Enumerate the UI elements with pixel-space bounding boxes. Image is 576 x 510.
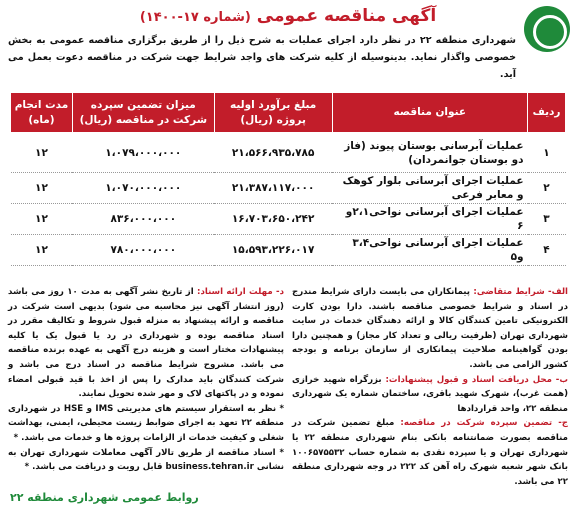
notice-title	[0, 6, 576, 26]
section-b-text: بزرگراه شهید خرازی (همت غرب)، شهرک شهید باقری، ساختمان شماره یک شهرداری منطقه ۲۲، واحد قراردادها	[292, 374, 568, 414]
footer-public-relations: روابط عمومی شهرداری منطقه ۲۲	[10, 491, 199, 504]
section-c-text: مبلغ تضمین شرکت در مناقصه بصورت ضمانتنامه بانکی بنام شهرداری منطقه ۲۲ یا شهرداری تهران و یا سپرده نقدی به شماره حساب ۱۰۰۶۵۷۵۵۳۲ بانک شهر شعبه شهرک راه آهن کد ۲۲۲ در وجه شهرداری منطقه ۲۲ می باشد.	[292, 418, 568, 487]
cell-duration: ۱۲	[11, 133, 73, 173]
section-c-title: ج- تضمین سپرده شرکت در مناقصه:	[400, 418, 568, 429]
col-title-header: عنوان مناقصه	[332, 93, 527, 133]
col-row-header: ردیف	[528, 93, 566, 133]
note-ims-hse: * نظر به استقرار سیستم های مدیریتی IMS و HSE در شهرداری منطقه ۲۲ تعهد به اجرای ضوابط زیست محیطی، ایمنی، بهداشت شغلی و کیفیت خدمات از الزامات پروژه ها و خدمات می باشد. *	[8, 403, 285, 443]
cell-row: ۲	[528, 173, 566, 204]
cell-row: ۴	[528, 235, 566, 266]
conditions-right-column	[292, 285, 568, 487]
cell-deposit: ۷۸۰،۰۰۰،۰۰۰	[72, 235, 214, 266]
table-row	[11, 235, 566, 266]
notice-intro: شهرداری منطقه ۲۲ در نظر دارد اجرای عملیات به شرح ذیل را از طریق برگزاری مناقصه عمومی به بخش خصوصی واگذار نماید. بدینوسیله از کلیه شرکت های واجد شرایط جهت شرکت در مناقصه دعوت بعمل می آید.	[8, 35, 516, 80]
notice-title-text: آگهی مناقصه عمومی	[256, 6, 437, 26]
section-d-text: از تاریخ نشر آگهی به مدت ۱۰ روز می باشد (روز انتشار آگهی نیز محاسبه می شود) بدیهی است شرکت در مناقصه و ارائه پیشنهاد به منزله قبول شروط و تکالیف مقرر در اسناد مناقصه بوده و شهرداری در رد یا قبول یک یا کلیه پیشنهادات مختار است و هزینه درج آگهی به عهده برنده مناقصه می باشد. مشروح شرایط مناقصه در اسناد درج می باشد و شرکت کنندگان باید مدارک را پس از اخذ با قید قبولی امضاء نموده و در پاکتهای لاک و مهر شده تحویل نمایند.	[8, 287, 284, 400]
cell-title: عملیات اجرای آبرسانی نواحی۲،۱و ۶	[332, 204, 527, 235]
col-duration-header: مدت انجام (ماه)	[11, 93, 73, 133]
table-row	[11, 173, 566, 204]
cell-deposit: ۱،۰۷۰،۰۰۰،۰۰۰	[72, 173, 214, 204]
cell-deposit: ۸۳۶،۰۰۰،۰۰۰	[72, 204, 214, 235]
section-d-title: د- مهلت ارائه اسناد:	[197, 287, 284, 297]
section-a-title: الف- شرایط متقاضی:	[473, 287, 568, 297]
cell-row: ۳	[528, 204, 566, 235]
table-row	[11, 204, 566, 235]
cell-row: ۱	[528, 133, 566, 173]
notice-header	[0, 0, 576, 90]
table-header-row	[11, 93, 566, 133]
cell-estimate: ۲۱،۵۶۶،۹۳۵،۷۸۵	[214, 133, 332, 173]
cell-title: عملیات اجرای آبرسانی نواحی۳،۴ و۵	[332, 235, 527, 266]
table-row	[11, 133, 566, 173]
section-b-title: ب- محل دریافت اسناد و قبول پیشنهادات:	[385, 374, 568, 385]
note-documents-portal: * اسناد مناقصه از طریق تالار آگهی معاملات شهرداری تهران به نشانی business.tehran.ir قابل رویت و دریافت می باشد. *	[8, 447, 284, 473]
cell-estimate: ۱۵،۵۹۳،۲۲۶،۰۱۷	[214, 235, 332, 266]
cell-deposit: ۱،۰۷۹،۰۰۰،۰۰۰	[72, 133, 214, 173]
cell-title: عملیات آبرسانی بوستان پیوند (فاز دو بوستان جوانمردان)	[332, 133, 527, 173]
section-a-text: پیمانکاران می بایست دارای شرایط مندرج در اسناد و شرایط خصوصی مناقصه باشند. دارا بودن کارت الکترونیکی تامین کنندگان کالا و ارائه دهندگان خدمات در سایت شهرداری تهران (ظرفیت ریالی و تعداد کار مجاز) و همچنین دارا بودن گواهینامه صلاحیت پیمانکاری از سازمان برنامه و بودجه کشور الزامی می باشد.	[292, 287, 568, 370]
cell-duration: ۱۲	[11, 204, 73, 235]
cell-estimate: ۱۶،۷۰۳،۶۵۰،۲۴۲	[214, 204, 332, 235]
cell-title: عملیات اجرای آبرسانی بلوار کوهک و معابر فرعی	[332, 173, 527, 204]
col-estimate-header: مبلغ برآورد اولیه پروژه (ریال)	[214, 93, 332, 133]
cell-estimate: ۲۱،۳۸۷،۱۱۷،۰۰۰	[214, 173, 332, 204]
tender-table	[10, 92, 566, 266]
col-deposit-header: میزان تضمین سپرده شرکت در مناقصه (ریال)	[72, 93, 214, 133]
notice-issue-number: (شماره ۱۷-۱۴۰۰)	[139, 10, 251, 25]
cell-duration: ۱۲	[11, 235, 73, 266]
conditions-area	[8, 285, 568, 487]
conditions-left-column	[8, 285, 284, 482]
cell-duration: ۱۲	[11, 173, 73, 204]
